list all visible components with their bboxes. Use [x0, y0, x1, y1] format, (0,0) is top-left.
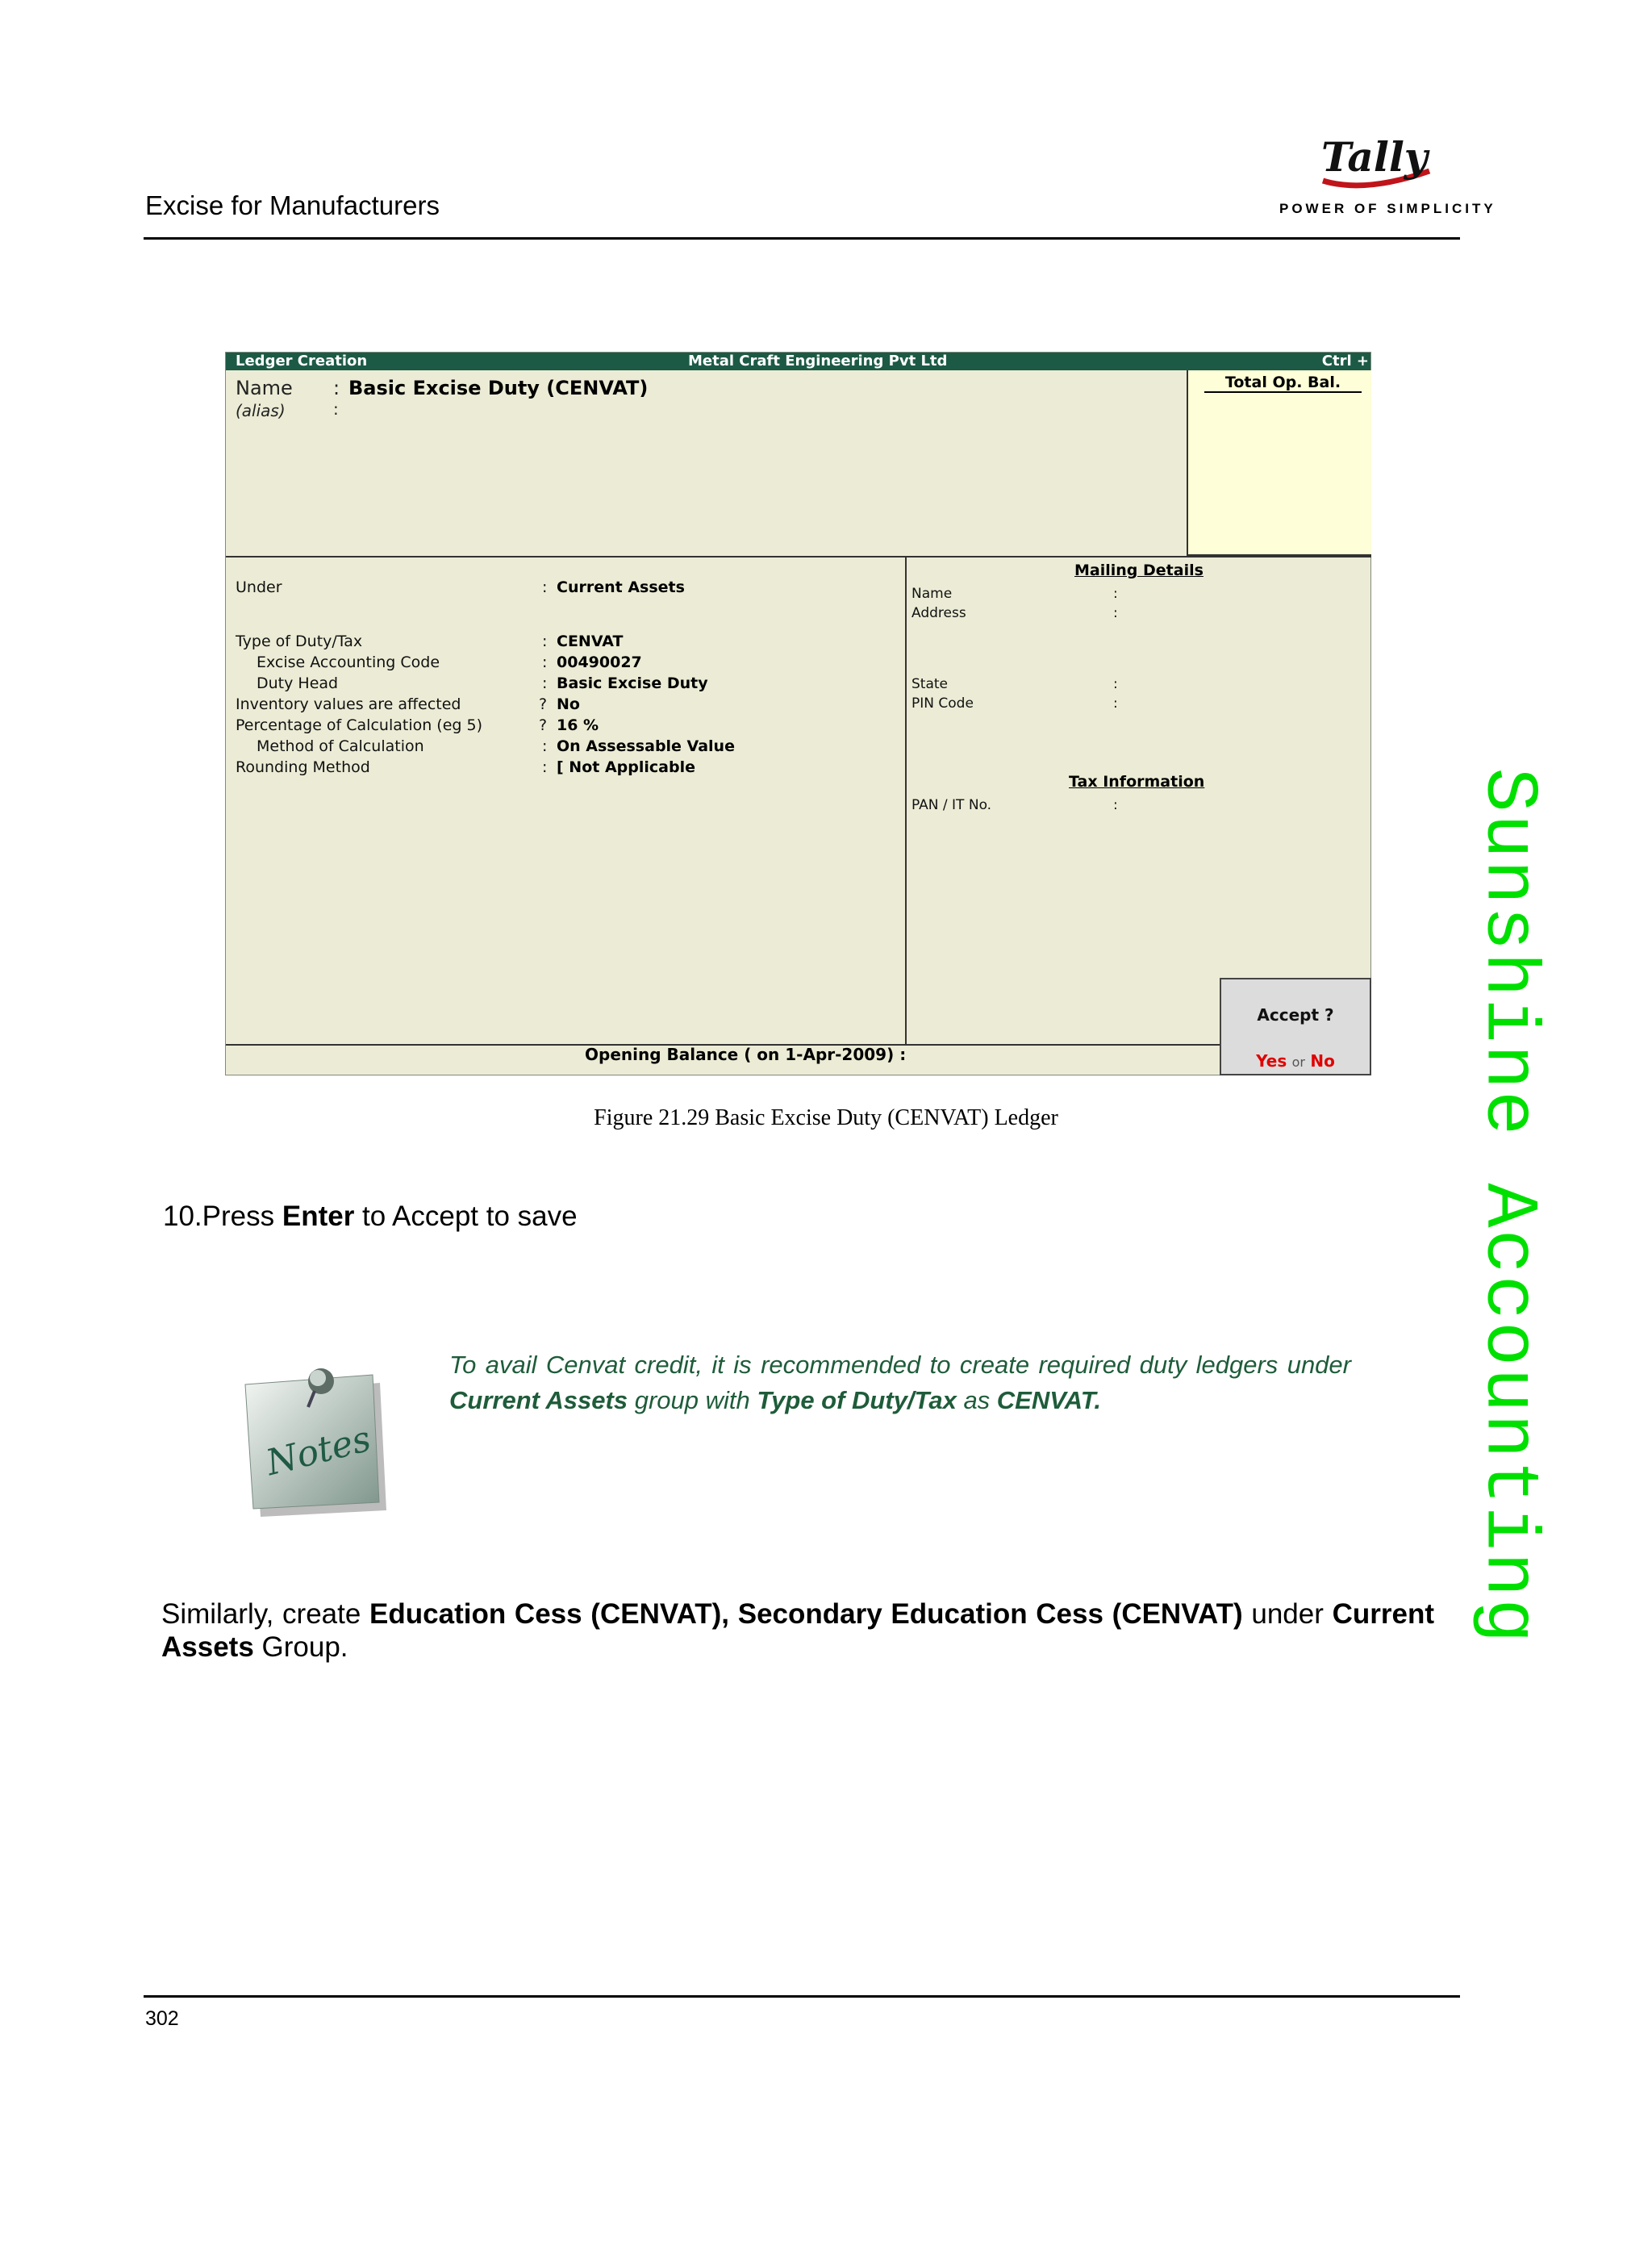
duty-head-sep: : [542, 674, 548, 692]
similarly-paragraph [161, 1597, 1434, 1664]
alias-field[interactable] [348, 399, 590, 420]
tally-logo [1316, 129, 1436, 194]
divider [226, 556, 1371, 557]
opening-balance-label: Opening Balance ( on 1-Apr-2009) : [585, 1045, 907, 1064]
screen-title: Ledger Creation [236, 353, 368, 370]
ctrl-hint: Ctrl + [1321, 353, 1369, 370]
page-section-title: Excise for Manufacturers [145, 190, 440, 220]
rounding-method-sep: : [542, 758, 548, 776]
notes-icon [234, 1349, 395, 1518]
mailing-address-label: Address [912, 605, 966, 621]
inventory-affected-field[interactable]: No [557, 695, 580, 713]
accept-dialog [1220, 978, 1371, 1075]
method-of-calc-sep: : [542, 737, 548, 755]
step-key: Enter [282, 1201, 355, 1232]
note-bold-current-assets: Current Assets [449, 1386, 628, 1414]
name-label: Name [236, 377, 293, 399]
company-name: Metal Craft Engineering Pvt Ltd [688, 353, 948, 370]
pan-label: PAN / IT No. [912, 797, 992, 813]
mailing-state-sep: : [1113, 676, 1118, 692]
under-field[interactable]: Current Assets [557, 578, 685, 596]
page-number: 302 [145, 2007, 179, 2030]
logo-tagline: POWER OF SIMPLICITY [1279, 201, 1496, 216]
method-of-calc-label: Method of Calculation [257, 737, 424, 755]
note-text-part: group with [628, 1386, 757, 1414]
name-colon: : [333, 377, 340, 399]
rounding-method-label: Rounding Method [236, 758, 370, 776]
under-sep: : [542, 578, 548, 596]
accept-options [1221, 1051, 1370, 1071]
accept-no-button[interactable]: No [1310, 1051, 1335, 1071]
type-of-duty-sep: : [542, 633, 548, 650]
notes-label: Notes [261, 1418, 375, 1485]
note-text [449, 1347, 1351, 1418]
similar-text-part: Group. [253, 1631, 348, 1663]
under-label: Under [236, 578, 282, 596]
accept-or-text: or [1291, 1054, 1305, 1070]
similar-text-part: Similarly, create [161, 1598, 370, 1630]
percentage-calc-sep: ? [539, 716, 548, 734]
excise-accounting-code-field[interactable]: 00490027 [557, 654, 642, 671]
figure-caption: Figure 21.29 Basic Excise Duty (CENVAT) Ledger [594, 1105, 1058, 1130]
inventory-affected-sep: ? [539, 695, 548, 713]
total-op-bal-panel [1187, 370, 1371, 556]
mailing-pin-sep: : [1113, 695, 1118, 712]
rounding-method-field[interactable]: [ Not Applicable [557, 758, 695, 776]
similar-text-part: under [1242, 1598, 1333, 1630]
header-rule [144, 237, 1460, 240]
note-bold-type-of-duty: Type of Duty/Tax [757, 1386, 957, 1414]
screen-title-bar [226, 353, 1370, 370]
mailing-pin-label: PIN Code [912, 695, 974, 712]
mailing-details-heading: Mailing Details [1074, 562, 1204, 579]
excise-accounting-code-sep: : [542, 654, 548, 671]
step-instruction [163, 1201, 578, 1233]
method-of-calc-field[interactable]: On Assessable Value [557, 737, 735, 755]
logo-wordmark: Tally [1321, 133, 1428, 181]
footer-rule [144, 1995, 1460, 1998]
mailing-state-label: State [912, 676, 948, 692]
note-text-part: To avail Cenvat credit, it is recommended to create required duty ledgers under [449, 1351, 1351, 1379]
alias-label: (alias) [236, 401, 286, 420]
percentage-calc-label: Percentage of Calculation (eg 5) [236, 716, 483, 734]
divider [905, 556, 907, 1044]
similar-bold-current-assets: Current Assets [161, 1598, 1435, 1663]
mailing-address-sep: : [1113, 605, 1118, 621]
alias-colon: : [333, 399, 339, 419]
percentage-calc-field[interactable]: 16 % [557, 716, 599, 734]
type-of-duty-label: Type of Duty/Tax [236, 633, 363, 650]
mailing-name-sep: : [1113, 586, 1118, 602]
type-of-duty-field[interactable]: CENVAT [557, 633, 624, 650]
ledger-creation-screenshot [225, 352, 1371, 1075]
ledger-name-field[interactable]: Basic Excise Duty (CENVAT) [348, 377, 649, 399]
note-text-part: as [956, 1386, 997, 1414]
total-op-bal-label: Total Op. Bal. [1204, 374, 1362, 393]
step-suffix: to Accept to save [354, 1201, 578, 1232]
step-prefix: 10.Press [163, 1201, 282, 1232]
similar-bold-ledgers: Education Cess (CENVAT), Secondary Education Cess (CENVAT) [369, 1598, 1243, 1630]
note-bold-cenvat: CENVAT. [996, 1386, 1101, 1414]
inventory-affected-label: Inventory values are affected [236, 695, 461, 713]
watermark: Sunshine Accounting [1466, 767, 1551, 1645]
duty-head-label: Duty Head [257, 674, 339, 692]
accept-question: Accept ? [1257, 1005, 1334, 1025]
accept-yes-button[interactable]: Yes [1256, 1051, 1287, 1071]
excise-accounting-code-label: Excise Accounting Code [257, 654, 440, 671]
mailing-name-label: Name [912, 586, 953, 602]
tax-information-heading: Tax Information [1069, 773, 1205, 791]
pan-sep: : [1113, 797, 1118, 813]
duty-head-field[interactable]: Basic Excise Duty [557, 674, 708, 692]
